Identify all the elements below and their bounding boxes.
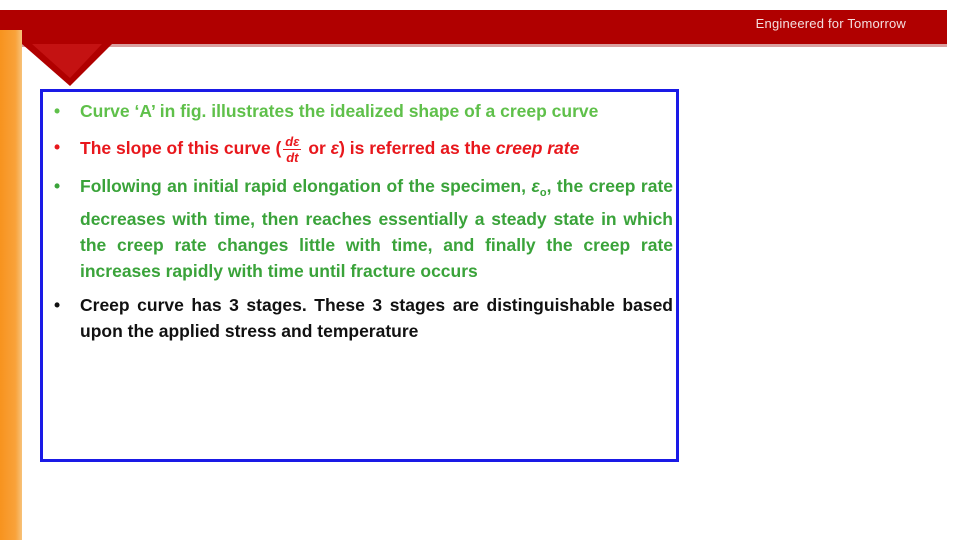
- bullet-list: [51, 98, 673, 344]
- bullet-dot: •: [54, 176, 61, 196]
- left-accent-stripe: [0, 30, 22, 540]
- bullet-item-creep-curve: [51, 98, 673, 124]
- epsilon-subscript: o: [539, 187, 547, 199]
- bullet-dot: •: [54, 137, 61, 157]
- header-tagline: Engineered for Tomorrow: [755, 16, 906, 31]
- bullet-dot: •: [54, 101, 61, 121]
- bullet-text: Curve ‘A’ in fig. illustrates the idealized shape of a creep curve: [80, 101, 599, 121]
- bullet-text-before: The slope of this curve (: [80, 138, 282, 159]
- header-shadow: [0, 44, 947, 47]
- bullet-text: Creep curve has 3 stages. These 3 stages are distinguishable based upon the applied stress and temperature: [80, 295, 673, 341]
- fraction-numerator: dε: [285, 134, 300, 149]
- fraction-denominator: dt: [286, 150, 299, 165]
- epsilon-symbol: ε: [531, 176, 540, 196]
- bullet-text-before: Following an initial rapid elongation of the specimen,: [80, 176, 532, 196]
- content-box: [40, 89, 679, 462]
- creep-rate-emphasis: creep rate: [495, 138, 580, 159]
- epsilon-dot-symbol: ε̇: [330, 138, 340, 159]
- bullet-text-after: ) is referred as the: [339, 138, 496, 159]
- bullet-dot: •: [54, 295, 61, 315]
- bullet-item-slope: [51, 134, 673, 165]
- bullet-item-stages: [51, 292, 673, 344]
- bullet-item-elongation: [51, 173, 673, 284]
- bullet-text-after: , the creep rate decreases with time, then reaches essentially a steady state in which the creep rate changes little with time, and finally the creep rate increases rapidly with time until fracture occurs: [80, 176, 674, 281]
- bullet-text-mid: or: [303, 138, 331, 159]
- chevron-decoration: [22, 44, 112, 86]
- fraction-de-dt: [283, 134, 301, 165]
